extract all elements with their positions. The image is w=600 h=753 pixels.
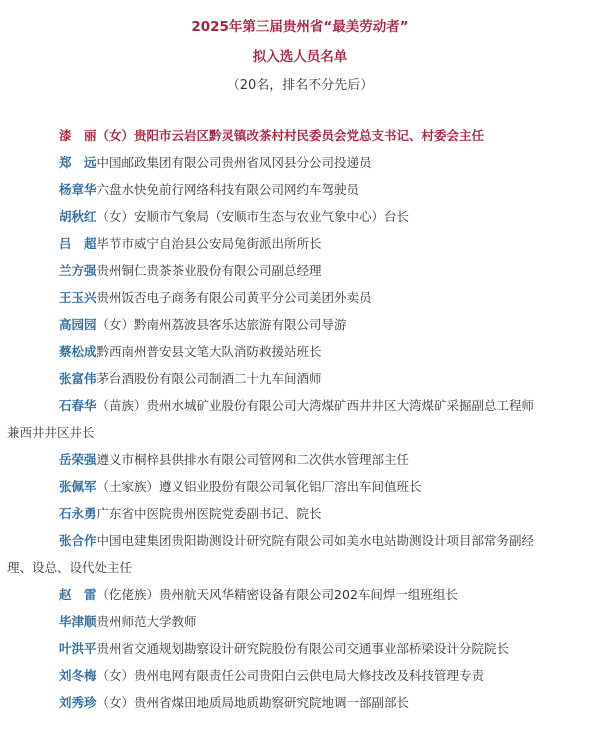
list-item [0,338,600,365]
candidate-affiliation: 中国邮政集团有限公司贵州省凤冈县分公司投递员 [96,155,372,170]
candidate-affiliation: 黔西南州普安县文笔大队消防救援站班长 [96,344,322,359]
candidate-name: 张富伟 [59,371,97,386]
candidate-affiliation: 遵义市桐梓县供排水有限公司管网和二次供水管理部主任 [96,452,410,467]
candidate-name: 张合作 [59,533,97,548]
candidate-name: 石永勇 [59,506,97,521]
candidate-affiliation-continued: 兼西井井区井长 [7,425,95,440]
candidate-name: 石春华 [59,398,97,413]
list-item [0,230,600,257]
candidate-name: 漆 丽 [59,128,97,143]
candidate-affiliation: 安顺市气象局（安顺市生态与农业气象中心）台长 [134,209,410,224]
candidate-name: 毕津顺 [59,614,97,629]
candidate-affiliation: 六盘水快免前行网络科技有限公司网约车驾驶员 [96,182,360,197]
candidate-name: 胡秋红 [59,209,97,224]
list-item [0,257,600,284]
candidate-affiliation: 贵州省交通规划勘察设计研究院股份有限公司交通事业部桥梁设计分院院长 [96,641,510,656]
candidate-affiliation: 贵州航天风华精密设备有限公司202车间焊一组班组长 [159,587,458,602]
list-item [0,527,600,581]
candidate-affiliation: 贵州省煤田地质局地质勘察研究院地调一部副部长 [134,695,410,710]
candidate-name: 刘冬梅 [59,668,97,683]
candidate-name: 赵 雷 [59,587,97,602]
candidate-name: 王玉兴 [59,290,97,305]
candidate-name: 郑 远 [59,155,97,170]
candidate-tag: （女） [96,128,135,143]
list-item [0,500,600,527]
list-item [0,689,600,716]
candidate-affiliation: 黔南州荔波县客乐达旅游有限公司导游 [134,317,347,332]
list-item [0,446,600,473]
candidate-tag: （女） [96,695,135,710]
candidate-name: 高园园 [59,317,97,332]
list-item [0,392,600,446]
candidate-name: 张佩军 [59,479,97,494]
candidate-name: 杨章华 [59,182,97,197]
candidate-affiliation: 广东省中医院贵州医院党委副书记、院长 [96,506,322,521]
document-title: 2025年第三届贵州省“最美劳动者” [191,19,409,35]
candidate-affiliation: 贵州电网有限责任公司贵阳白云供电局大修技改及科技管理专责 [134,668,485,683]
list-item [0,284,600,311]
candidate-affiliation: 茅台酒股份有限公司制酒二十九车间酒师 [96,371,322,386]
list-item [0,635,600,662]
candidate-name: 岳荣强 [59,452,97,467]
list-item [0,311,600,338]
candidate-tag: （女） [96,209,135,224]
candidate-affiliation: 贵州铜仁贵茶茶业股份有限公司副总经理 [96,263,322,278]
candidate-tag: （苗族） [96,398,147,413]
candidate-name: 蔡松成 [59,344,97,359]
list-item [0,122,600,149]
candidate-affiliation-continued: 理、设总、设代处主任 [7,560,133,575]
candidate-tag: （女） [96,317,135,332]
candidate-name: 吕 超 [59,236,97,251]
candidate-affiliation: 中国电建集团贵阳勘测设计研究院有限公司如美水电站勘测设计项目部常务副经 [96,533,535,548]
candidate-name: 叶洪平 [59,641,97,656]
list-item [0,473,600,500]
candidate-affiliation: 贵州水城矿业股份有限公司大湾煤矿西井井区大湾煤矿采掘副总工程师 [146,398,535,413]
document-subtitle-title: 拟入选人员名单 [252,49,348,65]
list-item [0,176,600,203]
candidate-list [0,122,600,716]
document-note: （20名，排名不分先后） [226,78,374,93]
list-item [0,608,600,635]
list-item [0,662,600,689]
candidate-affiliation: 贵州师范大学教师 [96,614,197,629]
candidate-tag: （土家族） [96,479,160,494]
candidate-tag: （女） [96,668,135,683]
candidate-affiliation: 贵阳市云岩区黔灵镇改茶村村民委员会党总支书记、村委会主任 [134,128,485,143]
candidate-affiliation: 毕节市威宁自治县公安局兔街派出所所长 [96,236,322,251]
list-item [0,581,600,608]
list-item [0,365,600,392]
candidate-name: 兰方强 [59,263,97,278]
list-item [0,203,600,230]
candidate-name: 刘秀珍 [59,695,97,710]
list-item [0,149,600,176]
candidate-tag: （仡佬族） [96,587,160,602]
candidate-affiliation: 贵州饭否电子商务有限公司黄平分公司美团外卖员 [96,290,372,305]
candidate-affiliation: 遵义铝业股份有限公司氧化铝厂溶出车间值班长 [159,479,422,494]
